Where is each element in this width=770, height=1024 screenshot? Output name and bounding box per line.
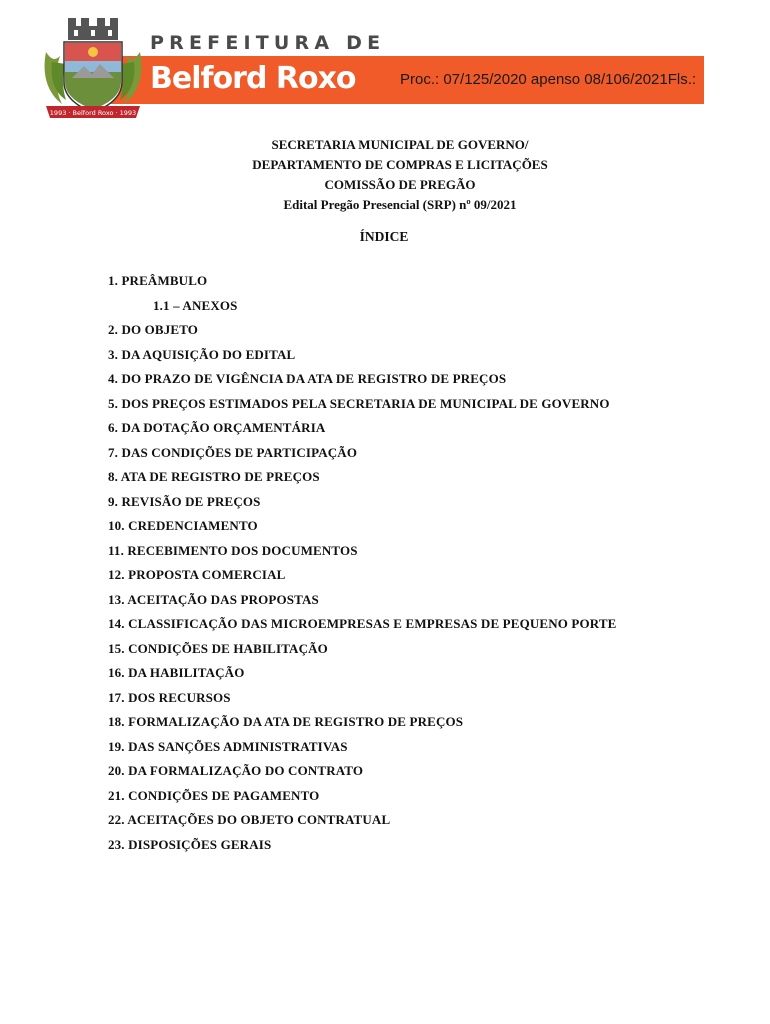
index-item: 9. REVISÃO DE PREÇOS xyxy=(108,493,261,509)
crest-ribbon-text: 1993 · Belford Roxo · 1993 xyxy=(49,109,137,117)
index-subitem: 1.1 – ANEXOS xyxy=(153,297,238,313)
index-item: 16. DA HABILITAÇÃO xyxy=(108,665,245,680)
index-item: 3. DA AQUISIÇÃO DO EDITAL xyxy=(108,346,296,362)
index-item: 10. CREDENCIAMENTO xyxy=(108,518,258,533)
index-item: 21. CONDIÇÕES DE PAGAMENTO xyxy=(108,787,320,803)
index-item: 20. DA FORMALIZAÇÃO DO CONTRATO xyxy=(108,763,364,778)
index-item: 22. ACEITAÇÕES DO OBJETO CONTRATUAL xyxy=(108,812,391,827)
index-title: ÍNDICE xyxy=(359,229,409,244)
index-item: 11. RECEBIMENTO DOS DOCUMENTOS xyxy=(108,542,358,558)
index-item: 23. DISPOSIÇÕES GERAIS xyxy=(108,836,272,852)
index-item: 1. PREÂMBULO xyxy=(108,273,208,288)
document-heading xyxy=(0,135,770,215)
process-number: Proc.: 07/125/2020 apenso 08/106/2021Fls.: xyxy=(400,71,697,88)
prefeitura-label: PREFEITURA DE xyxy=(150,32,386,54)
index-item: 2. DO OBJETO xyxy=(108,322,199,337)
index-list xyxy=(108,271,616,859)
index-item: 13. ACEITAÇÃO DAS PROPOSTAS xyxy=(108,591,319,607)
index-item: 19. DAS SANÇÕES ADMINISTRATIVAS xyxy=(108,738,348,754)
heading-line-departamento: DEPARTAMENTO DE COMPRAS E LICITAÇÕES xyxy=(252,157,548,172)
city-crest-icon xyxy=(40,12,146,124)
index-item: 8. ATA DE REGISTRO DE PREÇOS xyxy=(108,469,320,484)
index-item: 7. DAS CONDIÇÕES DE PARTICIPAÇÃO xyxy=(108,444,358,460)
index-item: 4. DO PRAZO DE VIGÊNCIA DA ATA DE REGISTRO DE PREÇOS xyxy=(108,371,507,386)
index-item: 17. DOS RECURSOS xyxy=(108,689,231,705)
heading-line-secretaria: SECRETARIA MUNICIPAL DE GOVERNO/ xyxy=(271,137,529,152)
index-item: 18. FORMALIZAÇÃO DA ATA DE REGISTRO DE PREÇOS xyxy=(108,714,464,729)
index-item: 6. DA DOTAÇÃO ORÇAMENTÁRIA xyxy=(108,420,326,435)
index-item: 14. CLASSIFICAÇÃO DAS MICROEMPRESAS E EMPRESAS DE PEQUENO PORTE xyxy=(108,616,617,631)
heading-line-edital: Edital Pregão Presencial (SRP) nº 09/2021 xyxy=(283,197,517,212)
index-item: 5. DOS PREÇOS ESTIMADOS PELA SECRETARIA DE MUNICIPAL DE GOVERNO xyxy=(108,395,610,411)
heading-line-comissao: COMISSÃO DE PREGÃO xyxy=(324,177,476,192)
index-item: 12. PROPOSTA COMERCIAL xyxy=(108,567,286,582)
index-item: 15. CONDIÇÕES DE HABILITAÇÃO xyxy=(108,640,328,656)
city-name: Belford Roxo xyxy=(150,61,356,96)
